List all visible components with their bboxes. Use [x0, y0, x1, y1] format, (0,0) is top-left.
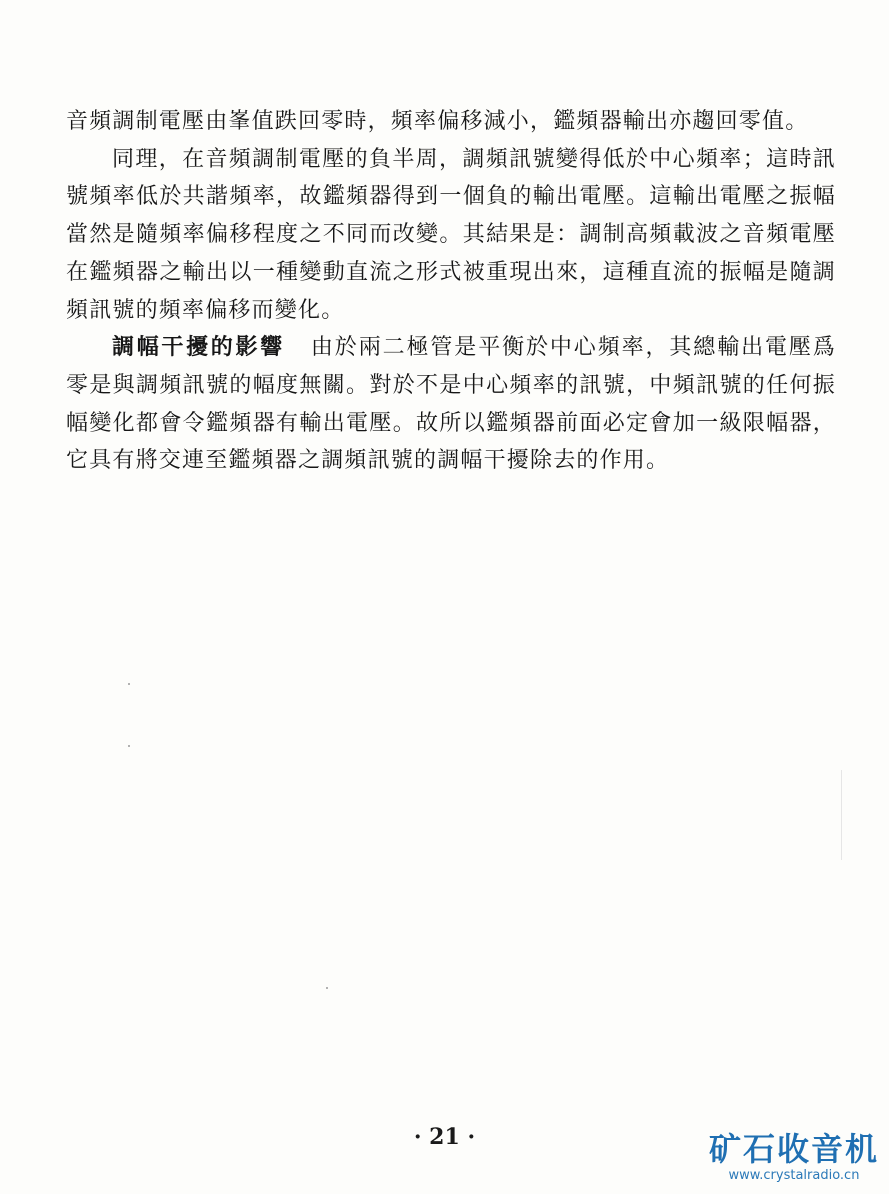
- section-heading: 調幅干擾的影響: [112, 334, 285, 361]
- paragraph-1: 音頻調制電壓由峯值跌回零時，頻率偏移減小，鑑頻器輸出亦趨回零值。: [66, 109, 809, 134]
- scan-speck: [326, 987, 328, 989]
- site-watermark: [709, 1130, 879, 1184]
- watermark-url: www.crystalradio.cn: [728, 1168, 860, 1183]
- scan-edge-line: [841, 770, 842, 860]
- watermark-title: 矿石收音机: [709, 1130, 880, 1168]
- page-number: · 21 ·: [413, 1124, 476, 1150]
- body-text: [66, 103, 836, 480]
- section-body: 由於兩二極管是平衡於中心頻率，其總輸出電壓爲零是與調頻訊號的幅度無關。對於不是中心頻率的訊號，中頻訊號的任何振幅變化都會令鑑頻器有輸出電壓。故所以鑑頻器前面必定會加一級限幅器，它具有將交連至鑑頻器之調頻訊號的調幅干擾除去的作用。: [66, 335, 836, 474]
- paragraph-2: 同理，在音頻調制電壓的負半周，調頻訊號變得低於中心頻率；這時訊號頻率低於共諧頻率，故鑑頻器得到一個負的輸出電壓。這輸出電壓之振幅當然是隨頻率偏移程度之不同而改變。其結果是：調制高頻載波之音頻電壓在鑑頻器之輸出以一種變動直流之形式被重現出來，這種直流的振幅是隨調頻訊號的頻率偏移而變化。: [66, 146, 836, 323]
- scan-speck: [128, 683, 130, 685]
- scan-speck: [128, 745, 130, 747]
- section-paragraph: [66, 329, 836, 480]
